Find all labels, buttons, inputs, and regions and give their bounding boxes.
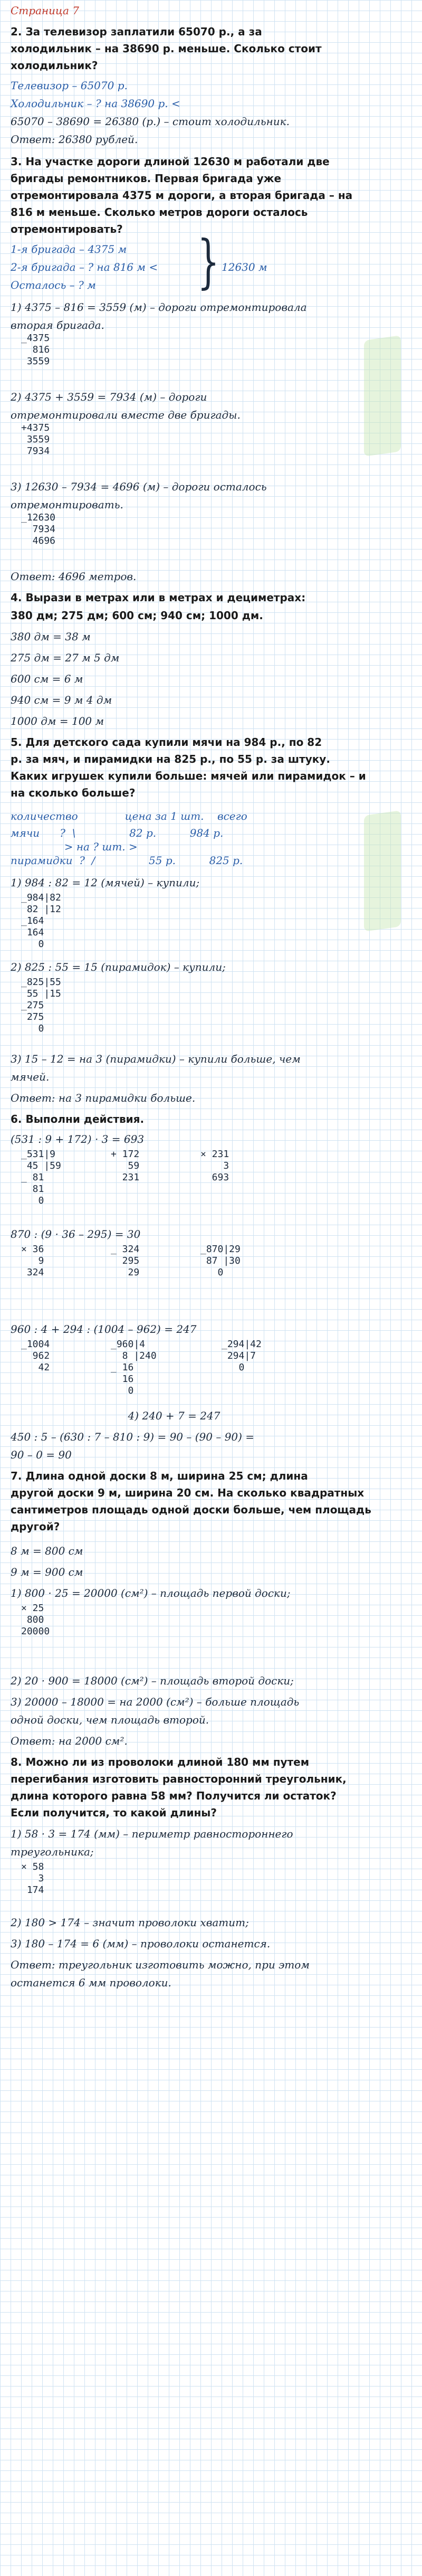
text-line: 3) 20000 – 18000 = на 2000 (см²) – больше площадь	[11, 1696, 300, 1708]
text-line: отремонтировали вместе две бригады.	[11, 409, 241, 421]
text-line: 2) 825 : 55 = 15 (пирамидок) – купили;	[11, 961, 226, 973]
text-line: > на ? шт. >	[11, 840, 138, 853]
text-line: 960 : 4 + 294 : (1004 – 962) = 247	[11, 1323, 197, 1336]
text-line: бригады ремонтников. Первая бригада уже	[11, 172, 282, 185]
text-line: отремонтировать?	[11, 223, 123, 235]
text-line: 2) 180 > 174 – значит проволоки хватит;	[11, 1916, 249, 1929]
column-calculation: × 231 3 693	[200, 1149, 229, 1183]
column-calculation: _ 324 295 29	[111, 1244, 140, 1278]
column-calculation: + 172 59 231	[111, 1149, 140, 1183]
text-line: отремонтировала 4375 м дороги, а вторая бригада – на	[11, 189, 353, 202]
column-calculation: _1004 962 42	[21, 1339, 50, 1373]
text-line: сантиметров площадь одной доски больше, чем площадь	[11, 1503, 371, 1516]
text-line: 4) 240 + 7 = 247	[11, 1409, 220, 1422]
text-line: 9 м = 900 см	[11, 1566, 83, 1578]
text-line: 8. Можно ли из проволоки длиной 180 мм путем	[11, 1756, 310, 1768]
column-calculation: +4375 3559 7934	[21, 422, 50, 457]
watermark-stripe	[364, 810, 401, 932]
text-line: Ответ: 26380 рублей.	[11, 133, 138, 146]
text-line: 3. На участке дороги длиной 12630 м работали две	[11, 155, 330, 168]
text-line: 450 : 5 – (630 : 7 – 810 : 9) = 90 – (90 – 90) =	[11, 1431, 255, 1443]
text-line: 1000 дм = 100 м	[11, 715, 104, 727]
text-line: Ответ: треугольник изготовить можно, при этом	[11, 1958, 310, 1971]
text-line: пирамидки ? / 55 р. 825 р.	[11, 854, 243, 867]
text-line: 90 – 0 = 90	[11, 1448, 72, 1461]
text-line: мячей.	[11, 1071, 50, 1083]
column-calculation: _825|55 55 |15 _275 275 0	[21, 977, 61, 1034]
text-line: мячи ? \ 82 р. 984 р.	[11, 827, 224, 839]
text-line: 870 : (9 · 36 – 295) = 30	[11, 1228, 141, 1240]
column-calculation: × 25 800 20000	[21, 1603, 50, 1637]
text-line: 940 см = 9 м 4 дм	[11, 694, 112, 706]
total-road-label: 12630 м	[222, 261, 267, 273]
text-line: 1) 984 : 82 = 12 (мячей) – купили;	[11, 876, 200, 889]
text-line: 1-я бригада – 4375 м	[11, 243, 127, 255]
text-line: другой?	[11, 1520, 60, 1533]
text-line: 7. Длина одной доски 8 м, ширина 25 см; длина	[11, 1470, 308, 1482]
text-line: останется 6 мм проволоки.	[11, 1976, 171, 1989]
text-line: Ответ: 4696 метров.	[11, 570, 137, 583]
text-line: 2) 20 · 900 = 18000 (см²) – площадь второй доски;	[11, 1674, 294, 1687]
column-calculation: _531|9 45 |59 _ 81 81 0	[21, 1149, 61, 1206]
column-calculation: _12630 7934 4696	[21, 512, 56, 546]
text-line: 3) 15 – 12 = на 3 (пирамидки) – купили больше, чем	[11, 1053, 301, 1065]
text-line: 2. За телевизор заплатили 65070 р., а за	[11, 25, 262, 38]
column-calculation: × 36 9 324	[21, 1244, 44, 1278]
brace-symbol: }	[197, 228, 219, 295]
text-line: отремонтировать.	[11, 498, 123, 511]
text-line: 4. Вырази в метрах или в метрах и дециметрах:	[11, 591, 306, 604]
text-line: длина которого равна 58 мм? Получится ли остаток?	[11, 1789, 337, 1802]
text-line: 380 дм = 38 м	[11, 630, 91, 643]
text-line: 6. Выполни действия.	[11, 1113, 145, 1125]
text-line: 5. Для детского сада купили мячи на 984 р., по 82	[11, 736, 322, 749]
text-line: 2) 4375 + 3559 = 7934 (м) – дороги	[11, 391, 207, 403]
text-line: Осталось – ? м	[11, 279, 96, 291]
text-line: 600 см = 6 м	[11, 673, 83, 685]
column-calculation: _294|42 294|7 0	[222, 1339, 262, 1373]
text-line: количество цена за 1 шт. всего	[11, 810, 247, 822]
column-calculation: _960|4 8 |240 _ 16 16 0	[111, 1339, 157, 1396]
text-line: (531 : 9 + 172) · 3 = 693	[11, 1133, 145, 1145]
text-line: Каких игрушек купили больше: мячей или пирамидок – и	[11, 770, 366, 782]
text-line: одной доски, чем площадь второй.	[11, 1713, 209, 1726]
column-calculation: _870|29 87 |30 0	[200, 1244, 241, 1278]
text-line: 380 дм; 275 дм; 600 см; 940 см; 1000 дм.	[11, 609, 263, 622]
column-calculation: _4375 816 3559	[21, 333, 50, 367]
text-line: 3) 12630 – 7934 = 4696 (м) – дороги осталось	[11, 480, 267, 493]
text-line: 1) 4375 – 816 = 3559 (м) – дороги отремонтировала	[11, 301, 307, 314]
text-line: перегибания изготовить равносторонний треугольник,	[11, 1773, 347, 1785]
text-line: Ответ: на 3 пирамидки больше.	[11, 1092, 196, 1104]
text-line: треугольника;	[11, 1845, 94, 1858]
text-line: на сколько больше?	[11, 787, 136, 799]
text-line: Холодильник – ? на 38690 р. <	[11, 97, 180, 110]
page-label: Страница 7	[11, 4, 80, 17]
text-line: Если получится, то какой длины?	[11, 1806, 217, 1819]
text-line: 3) 180 – 174 = 6 (мм) – проволоки останется.	[11, 1937, 271, 1950]
text-line: вторая бригада.	[11, 319, 104, 332]
text-line: 816 м меньше. Сколько метров дороги осталось	[11, 206, 308, 219]
text-line: 1) 58 · 3 = 174 (мм) – периметр равностороннего	[11, 1827, 293, 1840]
text-line: другой доски 9 м, ширина 20 см. На сколько квадратных	[11, 1486, 365, 1499]
column-calculation: × 58 3 174	[21, 1861, 44, 1896]
text-line: холодильник?	[11, 59, 98, 72]
text-line: Ответ: на 2000 см².	[11, 1735, 128, 1747]
text-line: Телевизор – 65070 р.	[11, 79, 128, 92]
text-line: 65070 – 38690 = 26380 (р.) – стоит холодильник.	[11, 115, 290, 128]
column-calculation: _984|82 82 |12 _164 164 0	[21, 892, 61, 950]
text-line: р. за мяч, и пирамидки на 825 р., по 55 р. за штуку.	[11, 753, 330, 765]
text-line: 2-я бригада – ? на 816 м <	[11, 261, 158, 273]
text-line: холодильник – на 38690 р. меньше. Сколько стоит	[11, 42, 322, 55]
watermark-stripe	[364, 335, 401, 457]
text-line: 8 м = 800 см	[11, 1545, 83, 1557]
text-line: 1) 800 · 25 = 20000 (см²) – площадь первой доски;	[11, 1587, 291, 1599]
text-line: 275 дм = 27 м 5 дм	[11, 651, 120, 664]
